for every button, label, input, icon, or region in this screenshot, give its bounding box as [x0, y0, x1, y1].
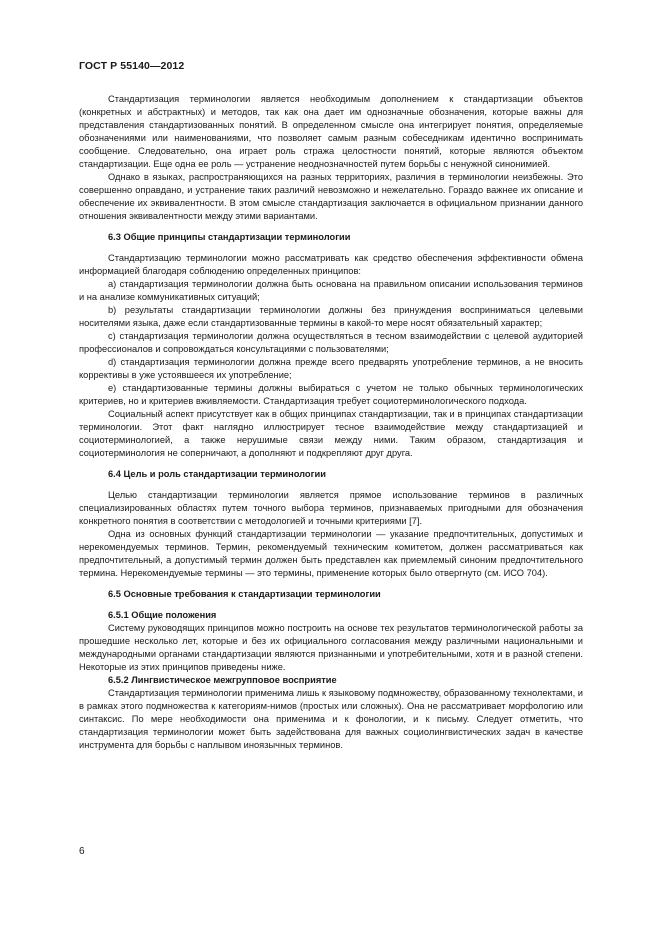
document-header: ГОСТ Р 55140—2012 [79, 60, 185, 72]
list-item: e) стандартизованные термины должны выбираться с учетом не только обычных терминологических критериев, но и критериев вживляемости. Стандартизация требует социотерминологического подхода. [79, 383, 583, 406]
section-heading-6-5: 6.5 Основные требования к стандартизации терминологии [108, 589, 381, 599]
section-heading-6-3: 6.3 Общие принципы стандартизации терминологии [108, 232, 351, 242]
paragraph: Одна из основных функций стандартизации терминологии — указание предпочтительных, допустимых и нерекомендуемых терминов. Термин, рекомендуемый техническим комитетом, должен рассматриваться как предпочтительный, а допустимый термин должен быть представлен как приемлемый синоним предпочтительного термина. Нерекомендуемые термины — это термины, применение которых было отвергнуто (см. ИСО 704). [79, 529, 583, 578]
list-item: c) стандартизация терминологии должна осуществляться в тесном взаимодействии с целевой аудиторией профессионалов и сопровождаться консультациями с пользователями; [79, 331, 583, 354]
document-body [79, 93, 583, 752]
paragraph: Систему руководящих принципов можно построить на основе тех результатов терминологической работы за прошедшие несколько лет, которые и без их официального согласования между различными национальными и международными органами стандартизации являются признанными и употребительными, хотя и в разной степени. Некоторые из этих принципов приведены ниже. [79, 623, 583, 672]
list-item: b) результаты стандартизации терминологии должны без принуждения восприниматься целевыми носителями языка, даже если стандартизованные термины в какой-то мере носят обязательный характер; [79, 305, 583, 328]
subsection-heading-6-5-2: 6.5.2 Лингвистическое межгрупповое восприятие [108, 675, 337, 685]
list-item: d) стандартизация терминологии должна прежде всего предварять употребление терминов, а не вносить коррективы в уже устоявшееся их употребление; [79, 357, 583, 380]
paragraph: Социальный аспект присутствует как в общих принципах стандартизации, так и в принципах стандартизации терминологии. Этот факт наглядно иллюстрирует тесное взаимодействие между стандартизацией и социотерминологией, а также нерушимые связи между ними. Таким образом, стандартизация и социотерминология не соперничают, а дополняют и подкрепляют друг друга. [79, 409, 583, 458]
paragraph: Стандартизацию терминологии можно рассматривать как средство обеспечения эффективности обмена информацией благодаря соблюдению определенных принципов: [79, 253, 583, 276]
paragraph: Стандартизация терминологии применима лишь к языковому подмножеству, образованному технолектами, и в рамках этого подмножества к категориям-нимов (простых или сложных). Она не рассматривает морфологию или синтаксис. По мере необходимости она применима и к фонологии, и к письму. Следует отметить, что стандартизация терминологии может быть задействована для важных социолингвистических задач в качестве инструмента для борьбы с наплывом иноязычных терминов. [79, 688, 583, 750]
section-heading-6-4: 6.4 Цель и роль стандартизации терминологии [108, 469, 326, 479]
list-item: a) стандартизация терминологии должна быть основана на правильном описании использования терминов и на анализе коммуникативных ситуаций; [79, 279, 583, 302]
paragraph: Целью стандартизации терминологии является прямое использование терминов в различных специализированных областях путем точного выбора терминов, признаваемых пригодными для обозначения конкретного понятия в соответствии с методологией и точными критериями [7]. [79, 490, 583, 526]
page-number: 6 [79, 846, 85, 857]
subsection-heading-6-5-1: 6.5.1 Общие положения [108, 610, 217, 620]
paragraph: Стандартизация терминологии является необходимым дополнением к стандартизации объектов (конкретных и абстрактных) и методов, так как она дает им однозначные обозначения, которые важны для представления стандартизованных понятий. В определенном смысле она интегрирует понятия, определяемые обозначениями или наименованиями, что позволяет самым разным собеседникам идентично воспринимать сообщение. Следовательно, она играет роль стража целостности понятий, которые являются объектом стандартизации. Еще одна ее роль — устранение неоднозначностей путем борьбы с ненужной синонимией. [79, 94, 583, 169]
paragraph: Однако в языках, распространяющихся на разных территориях, различия в терминологии неизбежны. Это совершенно оправдано, и устранение таких различий невозможно и нежелательно. Гораздо важнее их описание и обеспечение их эквивалентности. В этом смысле стандартизация заключается в официальном признании данного отношения эквивалентности между этими вариантами. [79, 172, 583, 221]
